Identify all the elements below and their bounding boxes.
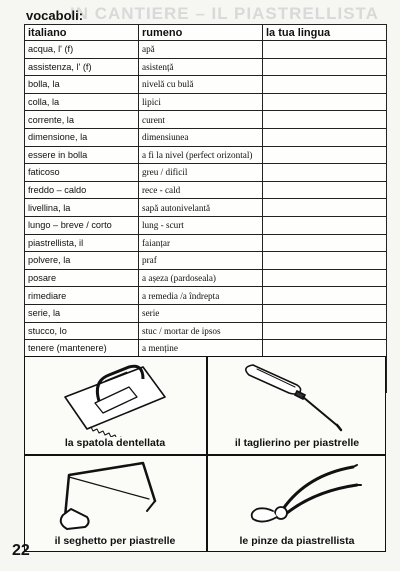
vocab-your-language[interactable] xyxy=(263,234,387,252)
vocab-your-language[interactable] xyxy=(263,41,387,59)
vocab-italian: assistenza, l' (f) xyxy=(25,58,139,76)
vocab-romanian: nivelă cu bulă xyxy=(139,76,263,94)
vocab-your-language[interactable] xyxy=(263,93,387,111)
vocab-romanian: a fi la nivel (perfect orizontal) xyxy=(139,146,263,164)
tile-pliers-icon xyxy=(207,455,387,535)
cell-pliers xyxy=(207,455,387,551)
vocab-romanian: a așeza (pardoseala) xyxy=(139,269,263,287)
vocab-romanian: lipici xyxy=(139,93,263,111)
header-rumeno: rumeno xyxy=(139,25,263,41)
vocab-italian: piastrellista, il xyxy=(25,234,139,252)
vocab-row xyxy=(25,216,387,234)
vocab-your-language[interactable] xyxy=(263,164,387,182)
vocab-romanian: faianțar xyxy=(139,234,263,252)
vocab-row xyxy=(25,41,387,59)
vocab-row xyxy=(25,58,387,76)
vocab-romanian: a remedia /a îndrepta xyxy=(139,287,263,305)
vocab-italian: posare xyxy=(25,269,139,287)
vocab-romanian: stuc / mortar de ipsos xyxy=(139,322,263,340)
vocab-row xyxy=(25,146,387,164)
vocab-italian: stucco, lo xyxy=(25,322,139,340)
vocab-italian: freddo – caldo xyxy=(25,181,139,199)
vocab-romanian: dimensiunea xyxy=(139,128,263,146)
caption-cutter: il taglierino per piastrelle xyxy=(234,437,360,449)
vocab-romanian: apă xyxy=(139,41,263,59)
cell-cutter xyxy=(207,357,387,453)
vocab-row xyxy=(25,181,387,199)
vocab-your-language[interactable] xyxy=(263,252,387,270)
vocab-your-language[interactable] xyxy=(263,111,387,129)
vocab-your-language[interactable] xyxy=(263,340,387,358)
tools-grid xyxy=(24,356,386,552)
vocab-italian: essere in bolla xyxy=(25,146,139,164)
header-italiano: italiano xyxy=(25,25,139,41)
page-number: 22 xyxy=(12,542,30,559)
tile-saw-icon xyxy=(25,455,205,535)
vocab-your-language[interactable] xyxy=(263,146,387,164)
vocab-italian: bolla, la xyxy=(25,76,139,94)
vocab-header-row xyxy=(25,25,387,41)
vocab-row xyxy=(25,199,387,217)
vocab-your-language[interactable] xyxy=(263,304,387,322)
vocab-italian: livellina, la xyxy=(25,199,139,217)
vocab-your-language[interactable] xyxy=(263,181,387,199)
vocab-romanian: sapă autonivelantă xyxy=(139,199,263,217)
vocab-italian: colla, la xyxy=(25,93,139,111)
vocab-romanian: curent xyxy=(139,111,263,129)
vocab-row xyxy=(25,111,387,129)
header-tua-lingua: la tua lingua xyxy=(263,25,387,41)
vocab-romanian: rece - cald xyxy=(139,181,263,199)
vocab-italian: tenere (mantenere) xyxy=(25,340,139,358)
vocab-your-language[interactable] xyxy=(263,287,387,305)
vocab-row xyxy=(25,76,387,94)
vocab-romanian: greu / dificil xyxy=(139,164,263,182)
vocab-your-language[interactable] xyxy=(263,199,387,217)
vocab-row xyxy=(25,269,387,287)
vocab-row xyxy=(25,340,387,358)
caption-trowel: la spatola dentellata xyxy=(64,437,166,449)
vocab-your-language[interactable] xyxy=(263,58,387,76)
vocab-row xyxy=(25,252,387,270)
vocab-romanian: lung - scurt xyxy=(139,216,263,234)
vocab-italian: rimediare xyxy=(25,287,139,305)
vocab-title: vocaboli: xyxy=(26,8,84,23)
vocab-italian: serie, la xyxy=(25,304,139,322)
notched-trowel-icon xyxy=(25,357,205,437)
vocab-romanian: serie xyxy=(139,304,263,322)
vocab-row xyxy=(25,322,387,340)
vocab-your-language[interactable] xyxy=(263,216,387,234)
vocab-row xyxy=(25,287,387,305)
vocab-your-language[interactable] xyxy=(263,128,387,146)
vocab-your-language[interactable] xyxy=(263,269,387,287)
vocab-italian: corrente, la xyxy=(25,111,139,129)
vocab-row xyxy=(25,304,387,322)
vocab-your-language[interactable] xyxy=(263,322,387,340)
vocab-italian: dimensione, la xyxy=(25,128,139,146)
vocab-romanian: asistență xyxy=(139,58,263,76)
vocab-your-language[interactable] xyxy=(263,76,387,94)
vocab-row xyxy=(25,234,387,252)
tile-cutter-icon xyxy=(207,357,387,437)
vocab-italian: acqua, l' (f) xyxy=(25,41,139,59)
vocab-romanian: a menține xyxy=(139,340,263,358)
vocab-table xyxy=(24,24,387,393)
vocab-romanian: praf xyxy=(139,252,263,270)
vocab-italian: lungo – breve / corto xyxy=(25,216,139,234)
caption-saw: il seghetto per piastrelle xyxy=(54,535,176,547)
vocab-row xyxy=(25,128,387,146)
background-heading: IN CANTIERE – IL PIASTRELLISTA xyxy=(70,4,379,23)
vocab-row xyxy=(25,93,387,111)
caption-pliers: le pinze da piastrellista xyxy=(239,535,355,547)
cell-trowel xyxy=(25,357,205,453)
vocab-italian: polvere, la xyxy=(25,252,139,270)
cell-saw xyxy=(25,455,205,551)
vocab-row xyxy=(25,164,387,182)
vocab-italian: faticoso xyxy=(25,164,139,182)
